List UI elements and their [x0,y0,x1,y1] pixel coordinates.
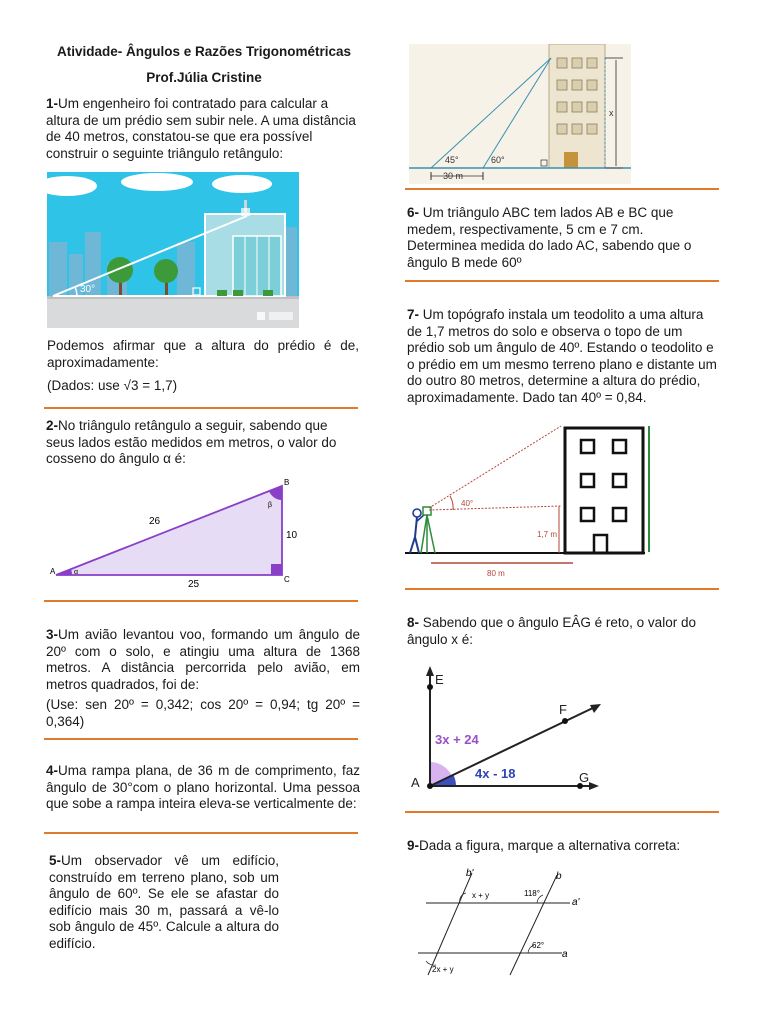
question-text: Uma rampa plana, de 36 m de comprimento, faz ângulo de 30°com o plano horizontal. Uma pessoa que sobe a rampa inteira eleva-se verticalmente de: [46,763,360,811]
question-number: 3- [46,627,59,642]
question-2 [46,418,358,468]
point-a-label: A [411,775,420,790]
question-5 [49,853,279,952]
distance-label: 30 m [443,171,464,181]
question-text: Um triângulo ABC tem lados AB e BC que medem, respectivamente, 5 cm e 7 cm. Determinea medida do lado AC, sabendo que o ângulo B mede 60º [407,205,692,270]
line-a-prime-label: a' [572,897,580,908]
divider [44,600,358,602]
q1-angle-label: 30° [80,284,96,295]
question-text: Um engenheiro foi contratado para calcular a altura de um prédio sem subir nele. A uma distância de 40 metros, constatou-se que era possível construir o seguinte triângulo retângulo: [46,96,356,161]
divider [405,280,719,282]
question-number: 8- [407,615,420,630]
author-name: Prof.Júlia Cristine [146,70,262,85]
angle-expression-1: 3x + 24 [435,732,479,747]
vertex-c: C [284,575,290,584]
page-title: Atividade- Ângulos e Razões Trigonométricas [56,44,352,59]
hypotenuse-label: 26 [149,516,161,527]
question-text: Dada a figura, marque a alternativa correta: [419,838,681,853]
question-text: Um observador vê um edifício, construído em terreno plano, sob um ângulo de 60º. Se ele se afastar do edifício mais 30 m, passará a vê-lo sob ângulo de 45º. Calcule a altura do edifício. [49,853,279,951]
vertex-b: B [284,478,290,487]
question-text: Um avião levantou voo, formando um ângulo de 20º com o solo, e atingiu uma altura de 1368 metros. A distância percorrida pelo avião, em metros quadrados, foi de: [46,627,360,692]
q9-parallel-lines-figure [412,865,582,977]
q7-theodolite-figure [405,422,657,582]
question-text: Um topógrafo instala um teodolito a uma altura de 1,7 metros do solo e observa o topo de um prédio sob um ângulo de 40º. Estando o teodolito e o prédio em um mesmo terreno plano e distante um do outro 80 metros, determine a altura do prédio, aproximadamente. Dado tan 40º = 0,84. [407,307,717,405]
q2-triangle-figure [44,474,304,594]
question-8 [407,615,717,648]
angle-62: 62° [532,941,545,950]
angle-2x-plus-y: 2x + y [432,965,454,974]
q8-angle-figure [405,664,610,798]
question-7 [407,307,719,406]
distance-label: 80 m [487,569,505,578]
question-text: Sabendo que o ângulo EÂG é reto, o valor do ângulo x é: [407,615,696,647]
angle-60-label: 60° [491,155,505,165]
divider [44,407,358,409]
question-6 [407,205,715,271]
height-label: 1,7 m [537,530,558,539]
line-b-prime-label: b' [466,868,474,879]
divider [44,738,358,740]
question-number: 6- [407,205,420,220]
q1-data-note: (Dados: use √3 = 1,7) [47,378,178,393]
divider [44,832,358,834]
angle-45-label: 45° [445,155,459,165]
q3-data-note: (Use: sen 20º = 0,342; cos 20º = 0,94; tg 20º = 0,364) [46,697,360,729]
divider [405,188,719,190]
divider [405,811,719,813]
q1-answer-prompt: Podemos afirmar que a altura do prédio é de, aproximadamente: [47,338,359,370]
vertex-a: A [50,567,56,576]
point-g-label: G [579,770,590,785]
base-label: 25 [188,579,200,590]
line-b-label: b [556,871,562,882]
point-e-label: E [435,672,444,687]
question-text: No triângulo retângulo a seguir, sabendo que seus lados estão medidos em metros, o valor do cosseno do ângulo α é: [46,418,337,466]
divider [405,588,719,590]
angle-expression-2: 4x - 18 [475,766,516,781]
angle-x-plus-y: x + y [472,891,490,900]
question-3 [46,627,360,693]
question-9 [407,838,717,855]
question-4 [46,763,360,813]
question-number: 1- [46,96,59,111]
q1-building-figure [47,172,299,328]
line-a-label: a [562,949,568,960]
point-f-label: F [559,702,567,717]
beta-label: β [268,502,273,509]
height-label: x [609,108,614,118]
alpha-label: α [74,569,79,576]
question-number: 5- [49,853,62,868]
question-number: 4- [46,763,59,778]
question-number: 9- [407,838,420,853]
question-number: 7- [407,307,420,322]
angle-118: 118° [524,889,540,898]
q5-building-figure [409,44,631,184]
side-label: 10 [286,530,298,541]
question-1 [46,96,364,162]
angle-label: 40° [461,499,474,508]
question-number: 2- [46,418,59,433]
